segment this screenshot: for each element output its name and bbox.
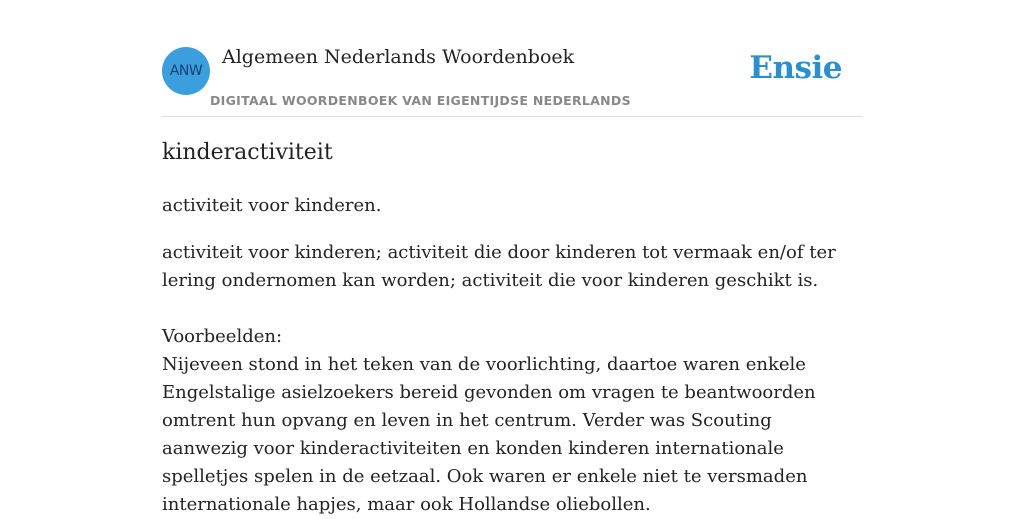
logo-text: ANW <box>169 63 203 79</box>
short-definition: activiteit voor kinderen. <box>162 195 382 216</box>
page-container <box>162 0 862 515</box>
examples-label: Voorbeelden: <box>162 326 283 347</box>
full-definition: activiteit voor kinderen; activiteit die door kinderen tot vermaak en/of ter lering ondernomen kan worden; activiteit die voor kinderen geschikt is. <box>162 242 836 291</box>
entry-body <box>162 239 862 519</box>
anw-logo[interactable] <box>162 47 210 95</box>
ensie-brand-link[interactable]: Ensie <box>749 50 842 86</box>
site-header <box>162 0 862 117</box>
site-tagline: DIGITAAL WOORDENBOEK VAN EIGENTIJDSE NEDERLANDS <box>210 93 631 108</box>
site-title[interactable]: Algemeen Nederlands Woordenboek <box>222 46 575 68</box>
entry-headword: kinderactiviteit <box>162 140 333 165</box>
example-text: Nijeveen stond in het teken van de voorlichting, daartoe waren enkele Engelstalige asielzoekers bereid gevonden om vragen te beantwoorden omtrent hun opvang en leven in het centrum. Verder was Scouting aanwezig voor kinderactiviteiten en konden kinderen internationale spelletjes spelen in de eetzaal. Ook waren er enkele niet te versmaden internationale hapjes, maar ook Hollandse oliebollen. <box>162 354 816 515</box>
